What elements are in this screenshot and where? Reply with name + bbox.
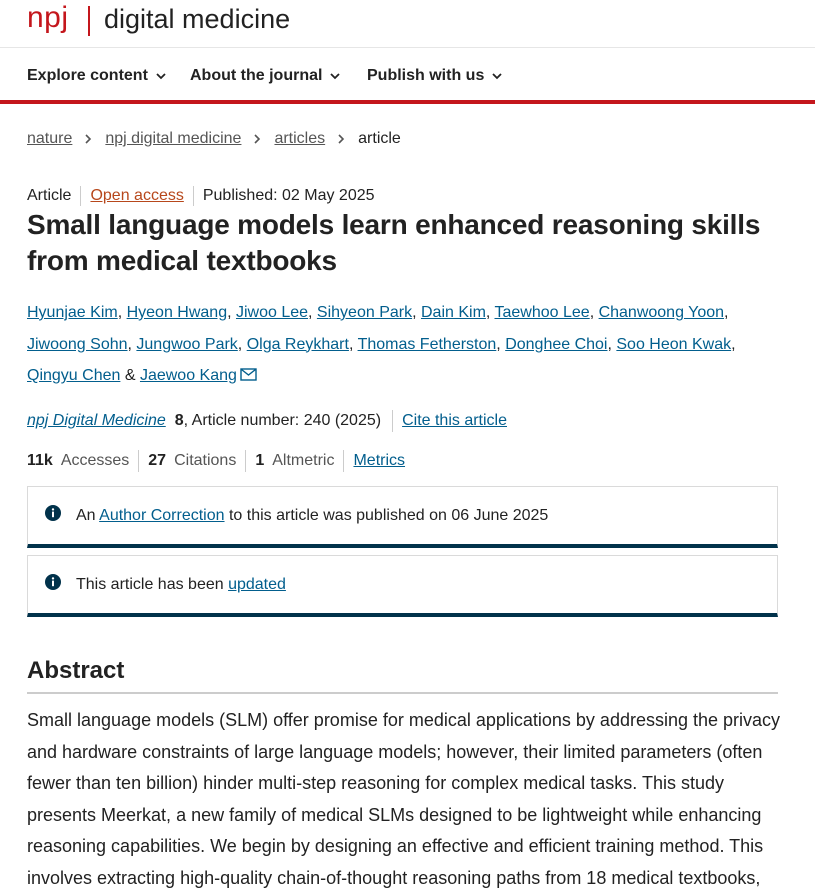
- article-type: Article: [27, 187, 72, 204]
- main-nav: [0, 49, 815, 104]
- abstract-divider: [27, 692, 778, 694]
- journal-link[interactable]: npj Digital Medicine: [27, 412, 166, 429]
- breadcrumb-npj-digital-medicine[interactable]: npj digital medicine: [105, 130, 242, 147]
- metrics-row: [27, 450, 405, 472]
- author-link[interactable]: Thomas Fetherston: [357, 335, 497, 353]
- nav-about-label: About the journal: [190, 67, 323, 84]
- email-icon[interactable]: [240, 368, 257, 381]
- author-link[interactable]: Jiwoong Sohn: [27, 335, 128, 353]
- author-link[interactable]: Jiwoo Lee: [235, 304, 309, 321]
- chevron-right-icon: [84, 134, 92, 144]
- altmetric-label: Altmetric: [272, 452, 335, 469]
- journal-name-logo[interactable]: digital medicine: [104, 4, 291, 34]
- author-link[interactable]: Chanwoong Yoon: [598, 304, 725, 321]
- author-link[interactable]: Olga Reykhart: [246, 335, 349, 353]
- author-link[interactable]: Donghee Choi: [505, 335, 608, 353]
- open-access-link[interactable]: Open access: [90, 187, 184, 204]
- chevron-down-icon: [330, 71, 340, 81]
- updated-text: [76, 576, 286, 594]
- chevron-right-icon: [337, 134, 345, 144]
- author-link[interactable]: Taewhoo Lee: [494, 304, 590, 321]
- author-link[interactable]: Qingyu Chen: [27, 367, 121, 384]
- metrics-divider: [245, 450, 246, 472]
- updated-prefix: This article has been: [76, 576, 229, 593]
- citation-row: [27, 410, 507, 432]
- correction-text: [76, 507, 548, 525]
- brand-header: [0, 0, 815, 48]
- info-icon: [45, 505, 61, 521]
- nav-publish-label: Publish with us: [367, 67, 485, 84]
- metrics-divider: [138, 450, 139, 472]
- cite-this-article-link[interactable]: Cite this article: [402, 412, 507, 429]
- accesses-label: Accesses: [60, 452, 130, 469]
- nav-explore-content[interactable]: [27, 67, 166, 85]
- nav-publish-with-us[interactable]: [367, 67, 502, 85]
- author-link[interactable]: Sihyeon Park: [316, 304, 413, 321]
- meta-divider: [80, 186, 81, 206]
- article-title: Small language models learn enhanced reasoning skills from medical textbooks: [27, 209, 761, 276]
- author-link[interactable]: Hyunjae Kim: [27, 304, 118, 321]
- author-link[interactable]: Hyeon Hwang: [126, 304, 228, 321]
- chevron-right-icon: [253, 134, 261, 144]
- updated-link[interactable]: updated: [228, 576, 286, 593]
- citations-value: 27: [148, 452, 167, 469]
- author-correction-link[interactable]: Author Correction: [99, 507, 225, 524]
- abstract-heading: Abstract: [27, 657, 125, 684]
- author-link[interactable]: Soo Heon Kwak: [616, 335, 732, 353]
- correction-suffix: to this article was published on 06 June 2025: [224, 507, 549, 524]
- author-correction-notice: [27, 486, 778, 548]
- breadcrumb-current: article: [358, 130, 401, 147]
- brand-divider: [88, 6, 90, 36]
- article-updated-notice: [27, 555, 778, 617]
- published-date: Published: 02 May 2025: [202, 187, 375, 204]
- meta-divider: [193, 186, 194, 206]
- article-number: , Article number: 240 (2025): [183, 412, 382, 429]
- chevron-down-icon: [492, 71, 502, 81]
- npj-logo[interactable]: npj: [27, 1, 69, 34]
- chevron-down-icon: [156, 71, 166, 81]
- metrics-link[interactable]: Metrics: [353, 452, 406, 469]
- nav-about-journal[interactable]: [190, 67, 340, 85]
- author-list: Hyunjae Kim, Hyeon Hwang, Jiwoo Lee, Sihyeon Park, Dain Kim, Taewhoo Lee, Chanwoong Yoon, Jiwoong Sohn, Jungwoo Park, Olga Reykhart, Thomas Fetherston, Donghee Choi, Soo Heon Kwak, Qingyu Chen & Jaewoo Kang: [27, 304, 736, 384]
- info-icon: [45, 574, 61, 590]
- article-meta: [27, 186, 375, 206]
- breadcrumb-articles[interactable]: articles: [274, 130, 326, 147]
- volume-number: 8: [174, 412, 184, 429]
- metrics-divider: [343, 450, 344, 472]
- accesses-value: 11k: [27, 452, 53, 469]
- abstract-text: Small language models (SLM) offer promise for medical applications by addressing the privacy and hardware constraints of large language models; however, their limited parameters (often fewer than ten billion) hinder multi-step reasoning for complex medical tasks. This study presents Meerkat, a new family of medical SLMs designed to be lightweight while enhancing reasoning capabilities. We begin by designing an effective and efficient training method. This involves extracting high-quality chain-of-thought reasoning paths from 18 medical textbooks,: [27, 710, 781, 888]
- nav-explore-label: Explore content: [27, 67, 148, 84]
- altmetric-value: 1: [255, 452, 265, 469]
- citations-label: Citations: [174, 452, 237, 469]
- citation-divider: [392, 410, 393, 432]
- breadcrumb: [27, 130, 401, 148]
- breadcrumb-nature[interactable]: nature: [27, 130, 73, 147]
- author-link[interactable]: Jungwoo Park: [136, 335, 238, 353]
- author-link[interactable]: Dain Kim: [420, 304, 486, 321]
- author-link[interactable]: Jaewoo Kang: [139, 367, 237, 384]
- correction-prefix: An: [76, 507, 100, 524]
